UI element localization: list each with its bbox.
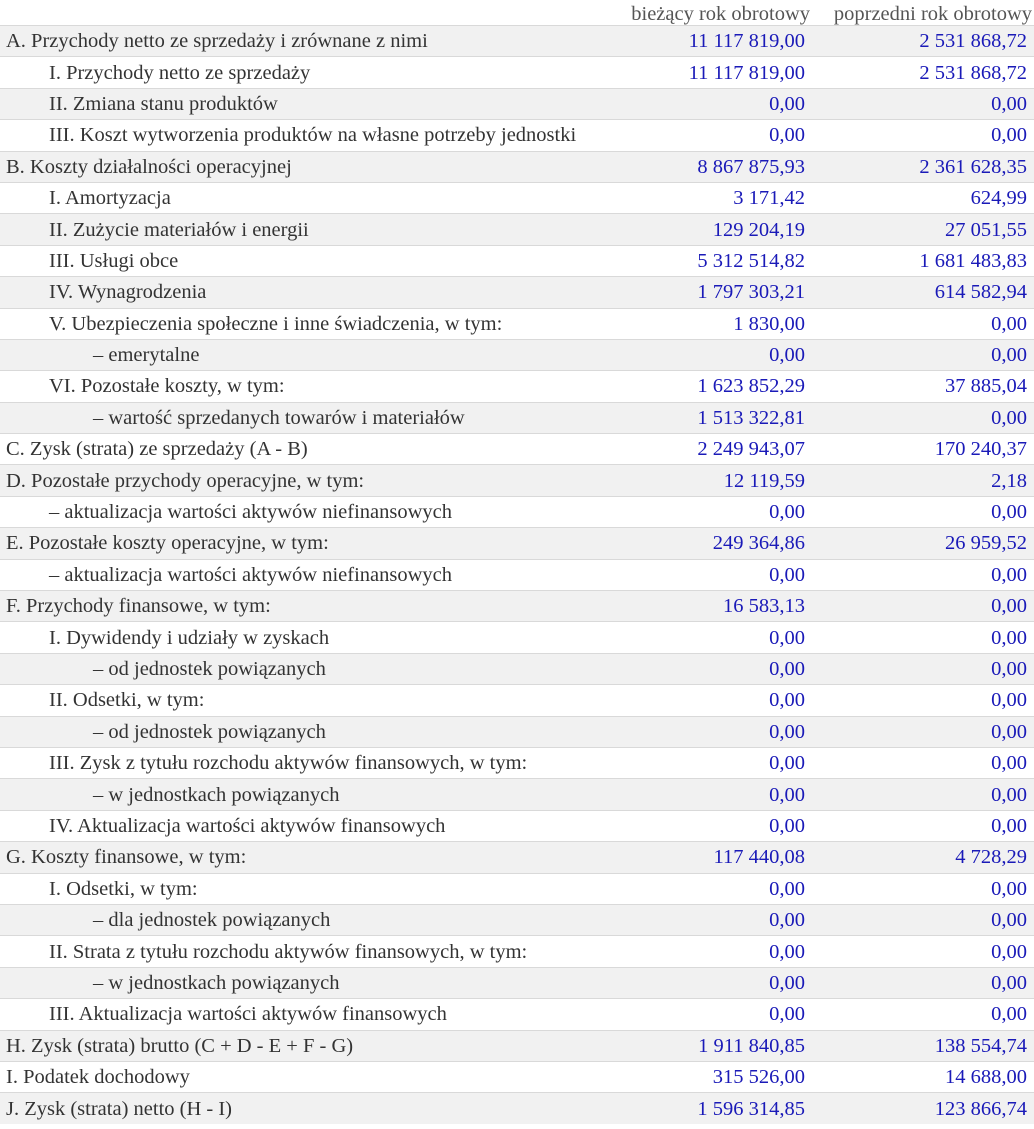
previous-year-value: 0,00 (812, 716, 1034, 747)
previous-year-value: 37 885,04 (812, 371, 1034, 402)
previous-year-value: 0,00 (812, 685, 1034, 716)
row-label: F. Przychody finansowe, w tym: (0, 591, 609, 622)
row-label: D. Pozostałe przychody operacyjne, w tym: (0, 465, 609, 496)
previous-year-value: 0,00 (812, 904, 1034, 935)
current-year-value: 0,00 (609, 779, 812, 810)
previous-year-value: 0,00 (812, 622, 1034, 653)
table-row (0, 1061, 1034, 1092)
previous-year-value: 4 728,29 (812, 842, 1034, 873)
previous-year-header: poprzedni rok obrotowy (833, 3, 1032, 25)
current-year-value: 0,00 (609, 685, 812, 716)
previous-year-value: 0,00 (812, 559, 1034, 590)
row-label: III. Aktualizacja wartości aktywów finansowych (0, 999, 609, 1030)
table-row (0, 402, 1034, 433)
table-row (0, 967, 1034, 998)
table-row (0, 810, 1034, 841)
current-year-value: 0,00 (609, 559, 812, 590)
row-label: IV. Wynagrodzenia (0, 277, 609, 308)
previous-year-value: 614 582,94 (812, 277, 1034, 308)
row-label: C. Zysk (strata) ze sprzedaży (A - B) (0, 434, 609, 465)
table-row (0, 591, 1034, 622)
row-label: I. Odsetki, w tym: (0, 873, 609, 904)
row-label: II. Strata z tytułu rozchodu aktywów finansowych, w tym: (0, 936, 609, 967)
row-label: – dla jednostek powiązanych (0, 904, 609, 935)
previous-year-value: 2 531 868,72 (812, 26, 1034, 57)
table-row (0, 26, 1034, 57)
previous-year-value: 0,00 (812, 88, 1034, 119)
current-year-value: 0,00 (609, 716, 812, 747)
table-row (0, 842, 1034, 873)
row-label: III. Usługi obce (0, 245, 609, 276)
table-row (0, 1093, 1034, 1124)
table-row (0, 88, 1034, 119)
current-year-value: 0,00 (609, 936, 812, 967)
current-year-value: 11 117 819,00 (609, 26, 812, 57)
previous-year-value: 26 959,52 (812, 528, 1034, 559)
current-year-value: 249 364,86 (609, 528, 812, 559)
table-row (0, 434, 1034, 465)
table-row (0, 245, 1034, 276)
current-year-value: 0,00 (609, 339, 812, 370)
row-label: VI. Pozostałe koszty, w tym: (0, 371, 609, 402)
table-row (0, 622, 1034, 653)
row-label: III. Koszt wytworzenia produktów na własne potrzeby jednostki (0, 120, 609, 151)
previous-year-value: 0,00 (812, 308, 1034, 339)
table-row (0, 120, 1034, 151)
table-row (0, 559, 1034, 590)
previous-year-value: 14 688,00 (812, 1061, 1034, 1092)
row-label: – od jednostek powiązanych (0, 716, 609, 747)
current-year-value: 0,00 (609, 747, 812, 778)
row-label: – w jednostkach powiązanych (0, 967, 609, 998)
table-row (0, 496, 1034, 527)
row-label: IV. Aktualizacja wartości aktywów finansowych (0, 810, 609, 841)
row-label: I. Podatek dochodowy (0, 1061, 609, 1092)
previous-year-value: 138 554,74 (812, 1030, 1034, 1061)
previous-year-value: 0,00 (812, 779, 1034, 810)
current-year-value: 0,00 (609, 120, 812, 151)
table-row (0, 277, 1034, 308)
table-row (0, 151, 1034, 182)
table-row (0, 685, 1034, 716)
table-row (0, 904, 1034, 935)
table-row (0, 57, 1034, 88)
row-label: B. Koszty działalności operacyjnej (0, 151, 609, 182)
row-label: J. Zysk (strata) netto (H - I) (0, 1093, 609, 1124)
current-year-value: 3 171,42 (609, 182, 812, 213)
previous-year-value: 123 866,74 (812, 1093, 1034, 1124)
previous-year-value: 0,00 (812, 496, 1034, 527)
table-row (0, 999, 1034, 1030)
table-row (0, 465, 1034, 496)
current-year-value: 0,00 (609, 88, 812, 119)
current-year-value: 12 119,59 (609, 465, 812, 496)
current-year-value: 5 312 514,82 (609, 245, 812, 276)
table-body (0, 26, 1034, 1125)
current-year-value: 11 117 819,00 (609, 57, 812, 88)
current-year-value: 315 526,00 (609, 1061, 812, 1092)
current-year-value: 0,00 (609, 653, 812, 684)
previous-year-value: 0,00 (812, 339, 1034, 370)
previous-year-value: 27 051,55 (812, 214, 1034, 245)
current-year-value: 16 583,13 (609, 591, 812, 622)
table-row (0, 779, 1034, 810)
row-label: H. Zysk (strata) brutto (C + D - E + F - G) (0, 1030, 609, 1061)
row-label: – w jednostkach powiązanych (0, 779, 609, 810)
current-year-value: 1 596 314,85 (609, 1093, 812, 1124)
previous-year-value: 0,00 (812, 591, 1034, 622)
previous-year-value: 170 240,37 (812, 434, 1034, 465)
previous-year-value: 0,00 (812, 999, 1034, 1030)
current-year-value: 0,00 (609, 967, 812, 998)
previous-year-value: 0,00 (812, 402, 1034, 433)
table-row (0, 936, 1034, 967)
table-row (0, 1030, 1034, 1061)
row-label: I. Dywidendy i udziały w zyskach (0, 622, 609, 653)
current-year-value: 0,00 (609, 622, 812, 653)
row-label: II. Zmiana stanu produktów (0, 88, 609, 119)
previous-year-value: 2,18 (812, 465, 1034, 496)
row-label: – emerytalne (0, 339, 609, 370)
table-row (0, 747, 1034, 778)
previous-year-value: 0,00 (812, 967, 1034, 998)
label-column-header (0, 0, 609, 26)
table-row (0, 528, 1034, 559)
table-row (0, 653, 1034, 684)
current-year-value: 1 623 852,29 (609, 371, 812, 402)
previous-year-value: 0,00 (812, 873, 1034, 904)
row-label: I. Amortyzacja (0, 182, 609, 213)
row-label: – od jednostek powiązanych (0, 653, 609, 684)
current-year-value: 0,00 (609, 904, 812, 935)
current-year-value: 0,00 (609, 496, 812, 527)
current-year-value: 1 830,00 (609, 308, 812, 339)
previous-year-value: 2 361 628,35 (812, 151, 1034, 182)
previous-year-value: 0,00 (812, 120, 1034, 151)
previous-year-value: 2 531 868,72 (812, 57, 1034, 88)
current-year-header: bieżący rok obrotowy (631, 3, 810, 25)
current-year-value: 8 867 875,93 (609, 151, 812, 182)
row-label: I. Przychody netto ze sprzedaży (0, 57, 609, 88)
previous-year-value: 0,00 (812, 653, 1034, 684)
previous-year-value: 624,99 (812, 182, 1034, 213)
row-label: A. Przychody netto ze sprzedaży i zrównane z nimi (0, 26, 609, 57)
table-header-row (0, 0, 1034, 26)
row-label: E. Pozostałe koszty operacyjne, w tym: (0, 528, 609, 559)
table-row (0, 716, 1034, 747)
table-row (0, 339, 1034, 370)
previous-year-value: 0,00 (812, 810, 1034, 841)
row-label: II. Odsetki, w tym: (0, 685, 609, 716)
current-year-value: 2 249 943,07 (609, 434, 812, 465)
previous-year-value: 1 681 483,83 (812, 245, 1034, 276)
current-year-value: 0,00 (609, 873, 812, 904)
row-label: V. Ubezpieczenia społeczne i inne świadczenia, w tym: (0, 308, 609, 339)
table-row (0, 371, 1034, 402)
current-year-value: 0,00 (609, 999, 812, 1030)
table-row (0, 308, 1034, 339)
table-row (0, 182, 1034, 213)
row-label: – aktualizacja wartości aktywów niefinansowych (0, 559, 609, 590)
row-label: II. Zużycie materiałów i energii (0, 214, 609, 245)
row-label: III. Zysk z tytułu rozchodu aktywów finansowych, w tym: (0, 747, 609, 778)
previous-year-value: 0,00 (812, 936, 1034, 967)
current-year-value: 1 797 303,21 (609, 277, 812, 308)
current-year-value: 1 911 840,85 (609, 1030, 812, 1061)
table-row (0, 873, 1034, 904)
table-row (0, 214, 1034, 245)
current-year-value: 129 204,19 (609, 214, 812, 245)
current-year-value: 117 440,08 (609, 842, 812, 873)
current-year-value: 0,00 (609, 810, 812, 841)
row-label: G. Koszty finansowe, w tym: (0, 842, 609, 873)
current-year-value: 1 513 322,81 (609, 402, 812, 433)
previous-year-value: 0,00 (812, 747, 1034, 778)
row-label: – wartość sprzedanych towarów i materiałów (0, 402, 609, 433)
row-label: – aktualizacja wartości aktywów niefinansowych (0, 496, 609, 527)
